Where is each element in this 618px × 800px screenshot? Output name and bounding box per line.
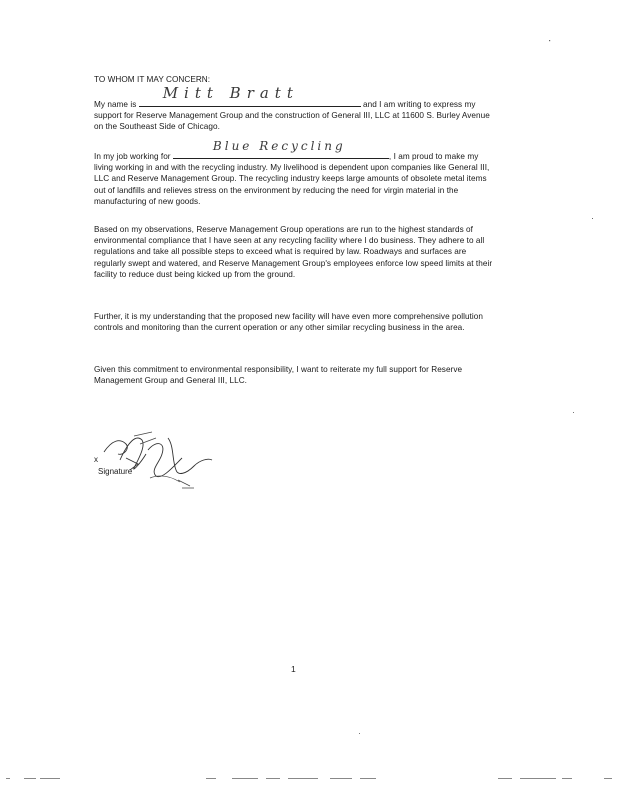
paragraph-closing: Given this commitment to environmental responsibility, I want to reiterate my full support for Reserve Management Group and General III, LLC. [94, 365, 463, 386]
handwritten-name: Mitt Bratt [162, 84, 299, 102]
handwritten-employer: Blue Recycling [212, 139, 346, 153]
paragraph-observations: Based on my observations, Reserve Management Group operations are run to the highest standards of environmental compliance that I have seen at any recycling facility where I do business. They adhere to all regulations and take all possible steps to exceed what is required by law. Roadways and surfaces are regularly swept and watered, and Reserve Management Group's employees enforce low speed limits at their facility to reduce dust being kicked up from the ground. [94, 225, 493, 279]
page-number: 1 [291, 664, 296, 674]
intro-lead-text: My name is [94, 100, 137, 109]
paragraph-new-facility: Further, it is my understanding that the proposed new facility will have even more comprehensive pollution controls and monitoring than the current operation or any other similar recycling business in the area. [94, 312, 483, 333]
intro-body-text: and I am writing to express my support for Reserve Management Group and the construction of General III, LLC at 11600 S. Burley Avenue on the Southeast Side of Chicago. [94, 100, 490, 132]
employment-lead-text: In my job working for [94, 152, 171, 161]
salutation: TO WHOM IT MAY CONCERN: [94, 75, 211, 84]
signature-label: Signature [98, 467, 133, 476]
employment-body-text: , I am proud to make my living working in and with the recycling industry. My livelihood is dependent upon companies like General III, LLC and Reserve Management Group. The recycling industry keeps large amounts of obsolete metal items out of landfills and relieves stress on the environment by reducing the need for virgin material in the manufacturing of new goods. [94, 152, 490, 206]
signature-x-mark: x [94, 455, 98, 464]
